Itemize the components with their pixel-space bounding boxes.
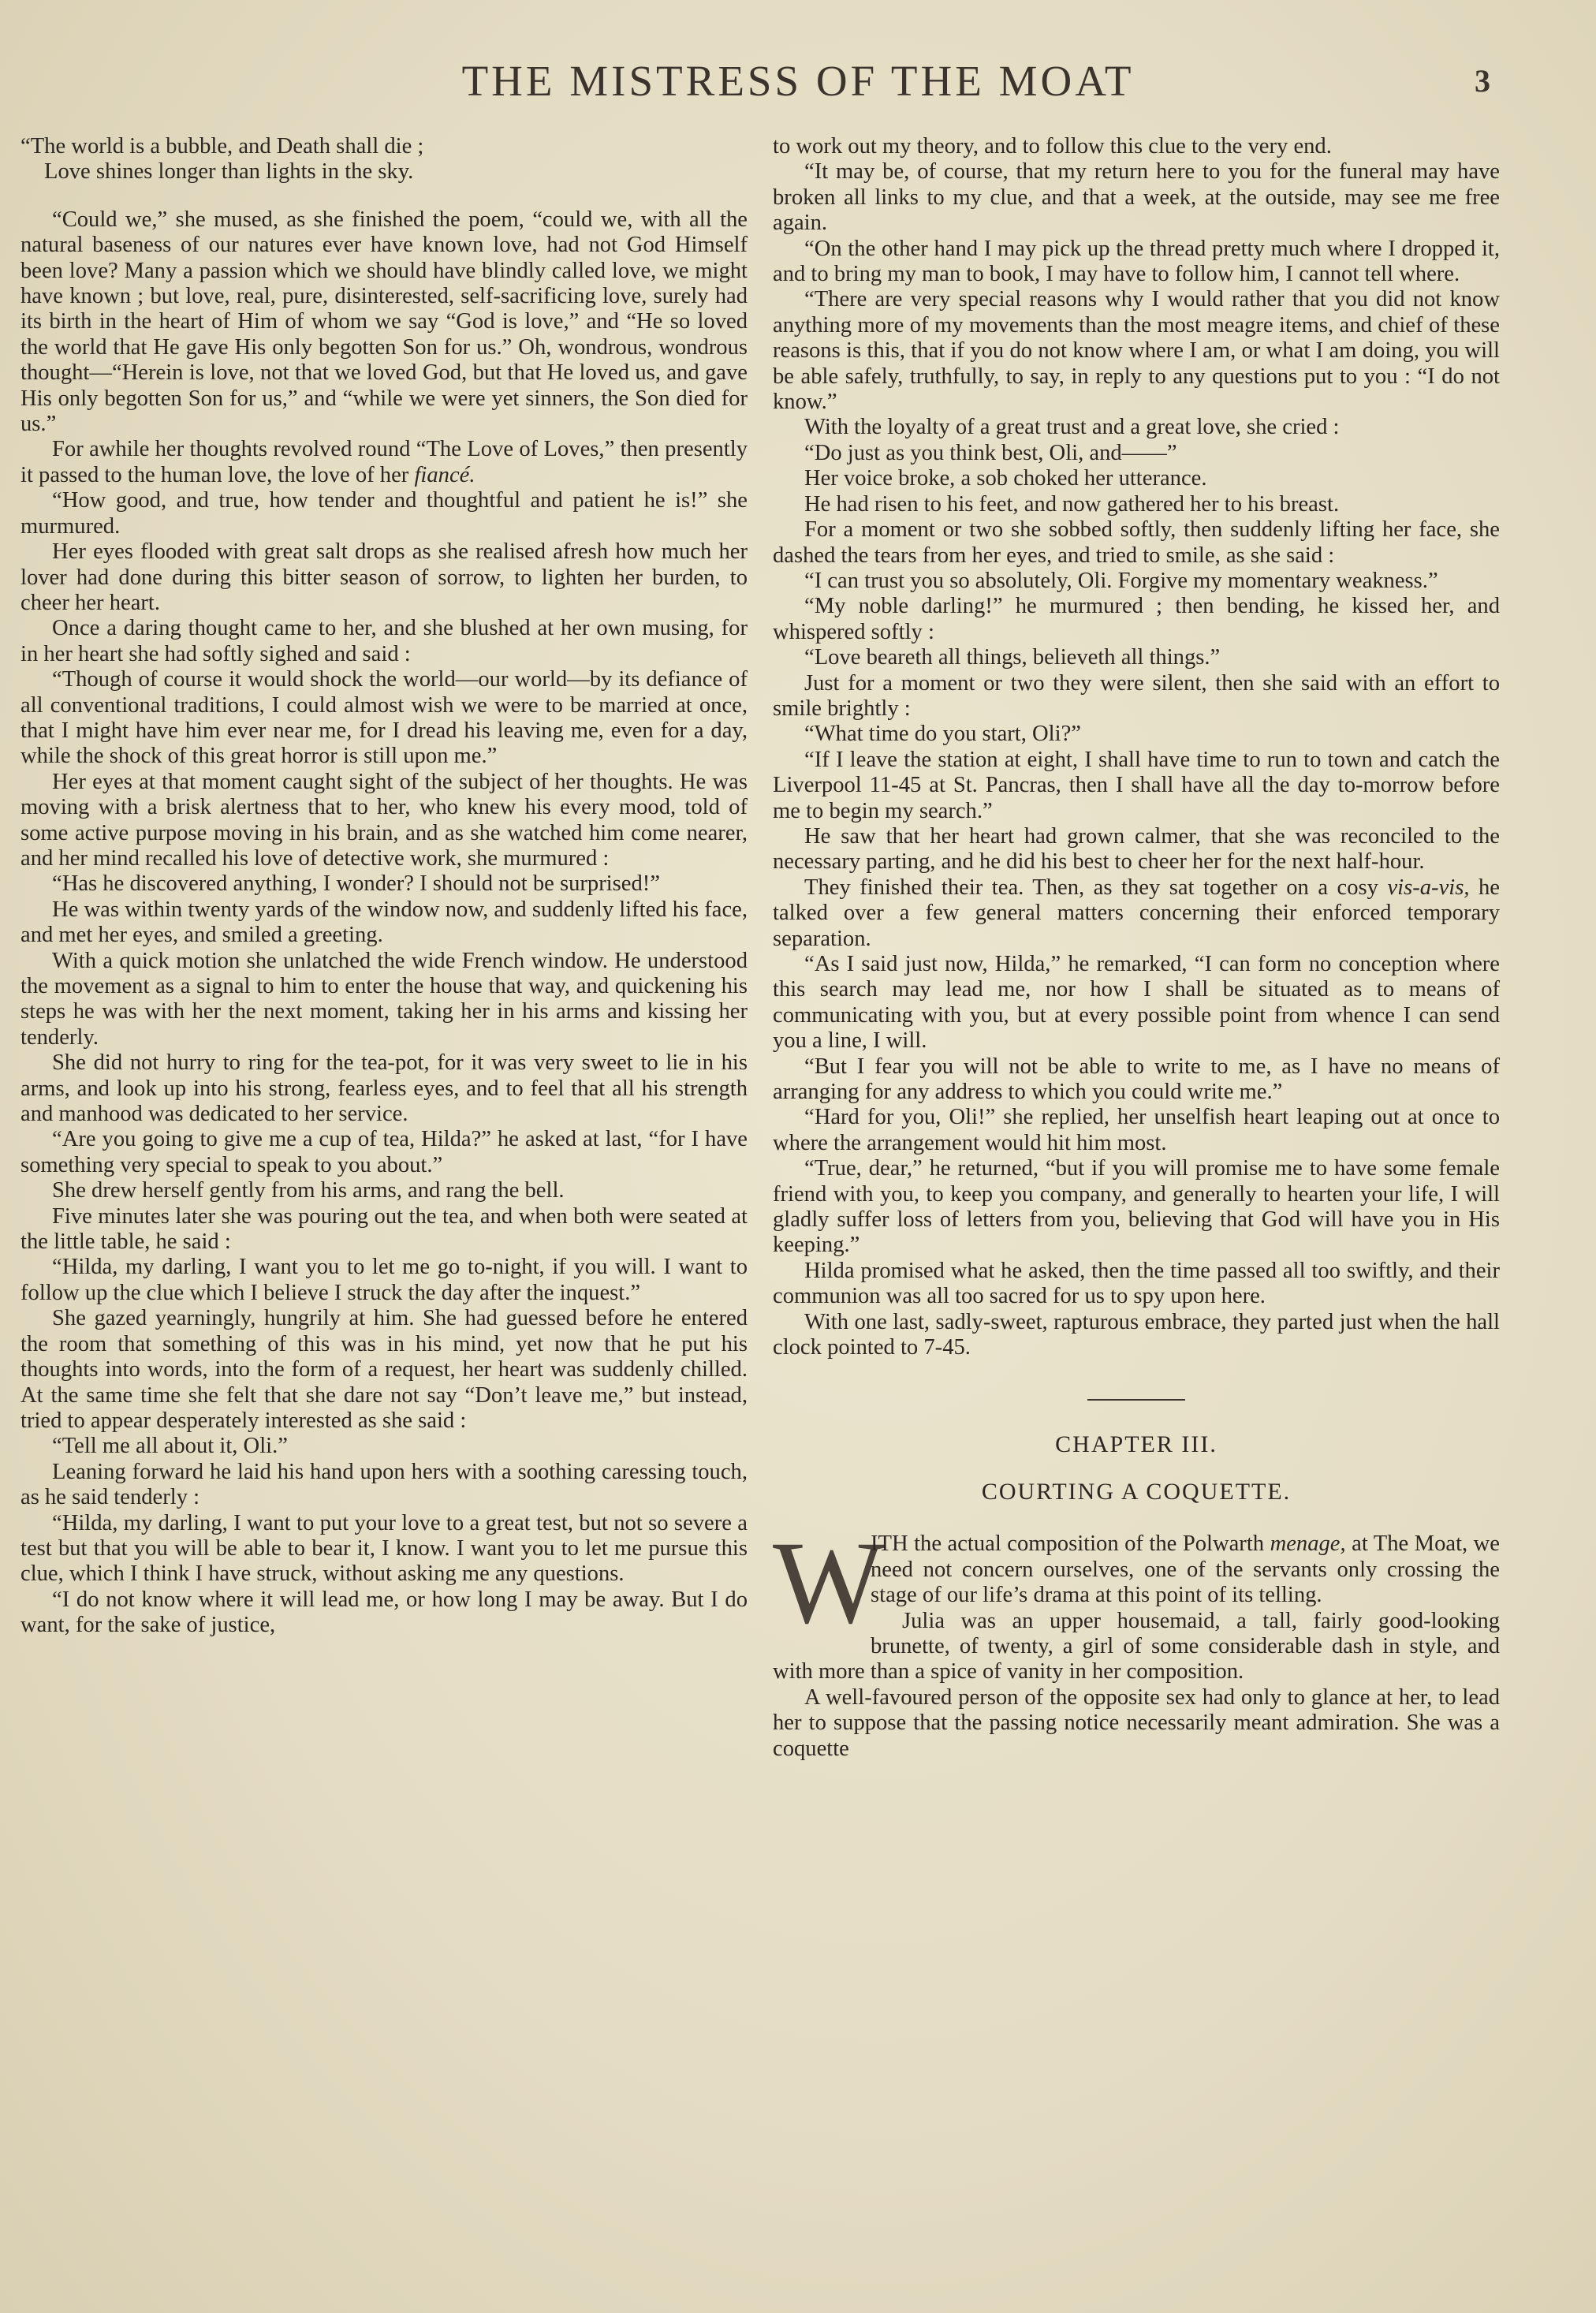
paragraph: With a quick motion she unlatched the wide French window. He understood the movement as a signal to him to enter the house that way, and quickening his steps he was with her the next moment, taking her in his arms and kissing her tenderly.: [21, 948, 748, 1050]
poem-quote: [21, 134, 748, 185]
paragraph: “I do not know where it will lead me, or how long I may be away. But I do want, for the sake of justice,: [21, 1587, 748, 1638]
paragraph: Once a daring thought came to her, and she blushed at her own musing, for in her heart she had softly sighed and said :: [21, 616, 748, 666]
poem-line: Love shines longer than lights in the sky.: [44, 159, 414, 185]
paragraph: She drew herself gently from his arms, and rang the bell.: [52, 1178, 565, 1203]
paragraph: Her eyes flooded with great salt drops as she realised afresh how much her lover had done during this bitter season of sorrow, to lighten her burden, to cheer her heart.: [21, 539, 748, 615]
paragraph: “Hilda, my darling, I want to put your love to a great test, but not so severe a test but that you will be able to bear it, I know. I want you to let me pursue this clue, which I think I have struck, without asking me any questions.: [21, 1510, 748, 1587]
poem-line: “The world is a bubble, and Death shall die ;: [21, 134, 424, 159]
page-number: 3: [1475, 63, 1490, 99]
paragraph: Just for a moment or two they were silent, then she said with an effort to smile brightly :: [773, 670, 1500, 721]
page-header: [0, 54, 1596, 109]
drop-cap: W: [773, 1517, 885, 1649]
paragraph: “Could we,” she mused, as she finished the poem, “could we, with all the natural baseness of our natures ever have known love, had not God Himself been love? Many a passion which we should have blindly called love, we might have known ; but love, real, pure, disinterested, self-sacrificing love, surely had its birth in the heart of Him of whom we say “God is love,” and “He so loved the world that He gave His only begotten Son for us.” Oh, wondrous, wondrous thought—“Herein is love, not that we loved God, but that He loved us, and gave His only begotten Son for us,” and “while we were yet sinners, the Son died for us.”: [21, 207, 748, 437]
chapter-opening: [773, 1517, 1500, 1762]
left-column: [21, 134, 748, 1639]
paragraph: “If I leave the station at eight, I shall have time to run to town and catch the Liverpool 11-45 at St. Pancras, then I shall have all the day to-morrow before me to begin my search.”: [773, 747, 1500, 823]
paragraph: to work out my theory, and to follow this clue to the very end.: [773, 134, 1332, 159]
paragraph: Julia was an upper housemaid, a tall, fairly good-looking brunette, of twenty, a girl of some considerable dash in style, and with more than a spice of vanity in her composition.: [773, 1608, 1500, 1684]
paragraph: “My noble darling!” he murmured ; then bending, he kissed her, and whispered softly :: [773, 594, 1500, 644]
paragraph: A well-favoured person of the opposite sex had only to glance at her, to lead her to suppose that the passing notice necessarily meant admiration. She was a coquette: [773, 1684, 1500, 1761]
chapter-title: COURTING A COQUETTE.: [981, 1478, 1292, 1505]
paragraph: He saw that her heart had grown calmer, that she was reconciled to the necessary parting, and he did his best to cheer her for the next half-hour.: [773, 823, 1500, 875]
section-divider: [1087, 1399, 1185, 1401]
right-column: [773, 134, 1500, 1762]
paragraph: They finished their tea. Then, as they sat together on a cosy vis-a-vis, he talked over a few general matters concerning their enforced temporary separation.: [773, 875, 1500, 951]
paragraph: “Though of course it would shock the world—our world—by its defiance of all conventional traditions, I could almost wish we were to be married at once, that I might have him ever near me, for I dread his leaving me, even for a day, while the shock of this great horror is still upon me.”: [21, 667, 748, 769]
paragraph: Five minutes later she was pouring out the tea, and when both were seated at the little table, he said :: [21, 1203, 748, 1255]
paragraph: “True, dear,” he returned, “but if you will promise me to have some female friend with you, to keep you company, and generally to hearten your life, I will gladly suffer loss of letters from you, believing that God will have you in His keeping.”: [773, 1156, 1500, 1258]
running-title: THE MISTRESS OF THE MOAT: [461, 57, 1135, 105]
paragraph: Her voice broke, a sob choked her utterance.: [804, 466, 1207, 491]
paragraph: “I can trust you so absolutely, Oli. Forgive my momentary weakness.”: [804, 568, 1438, 593]
paragraph: Her eyes at that moment caught sight of the subject of her thoughts. He was moving with a brisk alertness that to her, who knew his every mood, told of some active purpose moving in his brain, and as she watched him come nearer, and her mind recalled his love of detective work, she murmured :: [21, 769, 748, 871]
paragraph: ITH the actual composition of the Polwarth menage, at The Moat, we need not concern ourselves, one of the servants only crossing the stage of our life’s drama at this point of its telling.: [871, 1531, 1500, 1608]
paragraph: “Love beareth all things, believeth all things.”: [804, 645, 1221, 670]
paragraph: He was within twenty yards of the window now, and suddenly lifted his face, and met her eyes, and smiled a greeting.: [21, 897, 748, 948]
italic-phrase: vis-a-vis,: [1387, 875, 1470, 900]
paragraph: For awhile her thoughts revolved round “The Love of Loves,” then presently it passed to the human love, the love of her fiancé.: [21, 437, 748, 487]
paragraph: “How good, and true, how tender and thoughtful and patient he is!” she murmured.: [21, 488, 748, 539]
paragraph: For a moment or two she sobbed softly, then suddenly lifting her face, she dashed the tears from her eyes, and tried to smile, as she said :: [773, 517, 1500, 568]
paragraph: “Tell me all about it, Oli.”: [52, 1434, 288, 1459]
paragraph: With one last, sadly-sweet, rapturous embrace, they parted just when the hall clock pointed to 7-45.: [773, 1309, 1500, 1360]
paragraph: “It may be, of course, that my return here to you for the funeral may have broken all links to my clue, and that a week, at the outside, may see me free again.: [773, 159, 1500, 236]
paragraph: “But I fear you will not be able to write to me, as I have no means of arranging for any address to which you could write me.”: [773, 1054, 1500, 1105]
paragraph: “What time do you start, Oli?”: [804, 722, 1081, 747]
paragraph: Hilda promised what he asked, then the time passed all too swiftly, and their communion was all too sacred for us to spy upon here.: [773, 1258, 1500, 1309]
paragraph: She did not hurry to ring for the tea-pot, for it was very sweet to lie in his arms, and look up into his strong, fearless eyes, and to feel that all his strength and manhood was dedicated to her service.: [21, 1050, 748, 1127]
italic-word: menage,: [1270, 1531, 1346, 1557]
paragraph: Leaning forward he laid his hand upon hers with a soothing caressing touch, as he said tenderly :: [21, 1459, 748, 1510]
chapter-heading: CHAPTER III.: [1055, 1431, 1218, 1457]
paragraph: “As I said just now, Hilda,” he remarked, “I can form no conception where this search may lead me, nor how I shall be situated as to means of communicating with you, but at every possible point from whence I can send you a line, I will.: [773, 952, 1500, 1054]
paragraph: She gazed yearningly, hungrily at him. She had guessed before he entered the room that something of this was in his mind, yet now that he put his thoughts into words, into the form of a request, her heart was suddenly chilled. At the same time she felt that she dare not say “Don’t leave me,” but instead, tried to appear desperately interested as she said :: [21, 1306, 748, 1433]
paragraph: “Hard for you, Oli!” she replied, her unselfish heart leaping out at once to where the arrangement would hit him most.: [773, 1105, 1500, 1155]
paragraph: “On the other hand I may pick up the thread pretty much where I dropped it, and to bring my man to book, I may have to follow him, I cannot tell where.: [773, 236, 1500, 287]
paragraph: He had risen to his feet, and now gathered her to his breast.: [804, 491, 1340, 517]
paragraph: With the loyalty of a great trust and a great love, she cried :: [804, 415, 1340, 440]
italic-word: fiancé.: [414, 462, 475, 487]
paragraph: “Are you going to give me a cup of tea, Hilda?” he asked at last, “for I have something very special to speak to you about.”: [21, 1127, 748, 1177]
paragraph: “Do just as you think best, Oli, and——”: [804, 440, 1177, 465]
paragraph: “Has he discovered anything, I wonder? I should not be surprised!”: [52, 871, 661, 897]
paragraph: “Hilda, my darling, I want you to let me go to-night, if you will. I want to follow up the clue which I believe I struck the day after the inquest.”: [21, 1255, 748, 1305]
paragraph: “There are very special reasons why I would rather that you did not know anything more of my movements than the most meagre items, and chief of these reasons is this, that if you do not know where I am, or what I am doing, you will be able safely, truthfully, to say, in reply to any questions put to you : “I do not know.”: [773, 287, 1500, 415]
